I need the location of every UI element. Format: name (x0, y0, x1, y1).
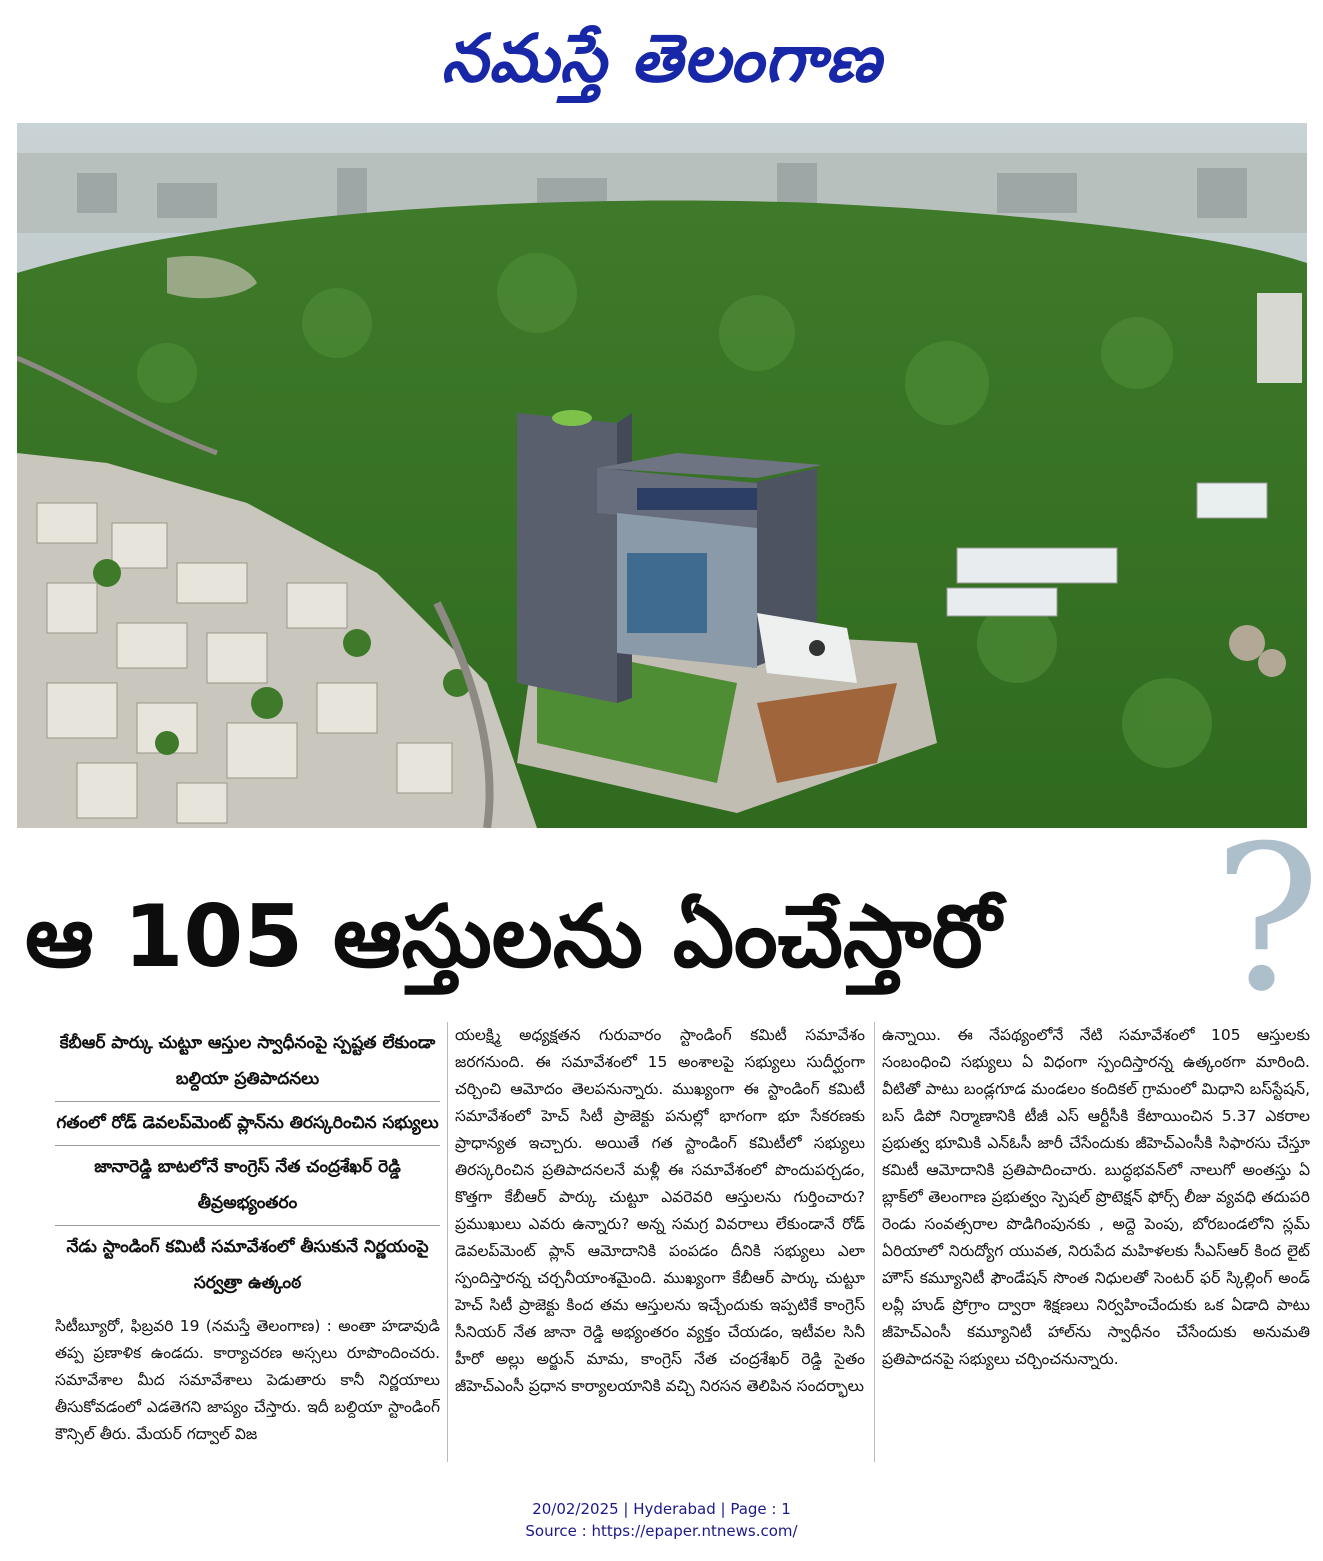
headline: ఆ 105 ఆస్తులను ఏంచేస్తారో (25, 887, 1001, 987)
footer-source-link[interactable]: Source : https://epaper.ntnews.com/ (525, 1522, 798, 1540)
aerial-photo-illustration (17, 123, 1307, 828)
article-body-col2: యలక్ష్మి అధ్యక్షతన గురువారం స్టాండింగ్ కమిటీ సమావేశం జరగనుంది. ఈ సమావేశంలో 15 అంశాలపై సభ్యులు సుదీర్ఘంగా చర్చించి ఆమోదం తెలపనున్నారు. ముఖ్యంగా ఈ స్టాండింగ్ కమిటీ సమావేశంలో హెచ్ సిటీ ప్రాజెక్టు పనుల్లో భాగంగా భూ సేకరణకు ప్రాధాన్యత ఇచ్చారు. అయితే గత స్టాండింగ్ కమిటీలో సభ్యులు తిరస్కరించిన ప్రతిపాదనలనే మళ్లీ ఈ సమావేశంలో పొందుపర్చడం, కొత్తగా కేబీఆర్ పార్కు చుట్టూ ఎవరెవరి ఆస్తులను గుర్తించారు? ప్రముఖులు ఎవరు ఉన్నారు? అన్న సమగ్ర వివరాలు లేకుండానే రోడ్ డెవలప్‌మెంట్ ప్లాన్ ఆమోదానికి పంపడం దీనికి సభ్యులు ఎలా స్పందిస్తారన్న చర్చనీయాంశమైంది. ముఖ్యంగా కేబీఆర్ పార్కు చుట్టూ హెచ్ సిటీ ప్రాజెక్టు కింద తమ ఆస్తులను ఇచ్చేందుకు ఇప్పటికే కాంగ్రెస్ సీనియర్ నేత జానా రెడ్డి అభ్యంతరం వ్యక్తం చేయడం, ఇటీవల సినీ హీరో అల్లు అర్జున్ మామ, కాంగ్రెస్ నేత చంద్రశేఖర్ రెడ్డి సైతం జీహెచ్ఎంసీ ప్రధాన కార్యాలయానికి వచ్చి నిరసన తెలిపిన సందర్భాలు (455, 1026, 865, 1395)
footer-date-line: 20/02/2025 | Hyderabad | Page : 1 (532, 1500, 791, 1518)
column-divider (874, 1022, 875, 1462)
deck-item-1: కేబీఆర్ పార్కు చుట్టూ ఆస్తుల స్వాధీనంపై స్పష్టత లేకుండా బల్దియా ప్రతిపాదనలు (55, 1022, 440, 1102)
article-body-col3: ఉన్నాయి. ఈ నేపథ్యంలోనే నేటి సమావేశంలో 105 ఆస్తులకు సంబంధించి సభ్యులు ఏ విధంగా స్పందిస్తారన్న ఉత్కంఠగా మారింది. వీటితో పాటు బండ్లగూడ మండలం కందికల్ గ్రామంలో మిధాని బస్‌స్టేషన్, బస్ డిపో నిర్మాణానికి టీజీ ఎస్ ఆర్టీసీకి కేటాయించిన 5.37 ఎకరాల ప్రభుత్వ భూమికి ఎన్‌ఓసీ జారీ చేసేందుకు జీహెచ్ఎంసీకి సిఫారసు చేస్తూ కమిటీ ఆమోదానికి ప్రతిపాదించారు. బుద్ధభవన్‌లో నాలుగో అంతస్తు ఏ బ్లాక్‌లో తెలంగాణ ప్రభుత్వం స్పెషల్ ప్రొటెక్షన్ ఫోర్స్ లీజు వ్యవధి తదుపరి రెండు సంవత్సరాల పొడిగింపునకు , అద్దె పెంపు, బోరబండలోని స్లమ్ ఏరియాలో నిరుద్యోగ యువత, నిరుపేద మహిళలకు సీఎస్ఆర్ కింద లైట్ హౌస్ కమ్యూనిటీ ఫౌండేషన్ సొంత నిధులతో సెంటర్ ఫర్ స్కిల్లింగ్ అండ్ లవ్లీ హుడ్ ప్రోగ్రాం ద్వారా శిక్షణలు నిర్వహించేందుకు ఒక ఏడాది పాటు జీహెచ్ఎంసీ కమ్యూనిటీ హాల్‌ను స్వాధీనం చేసేందుకు అనుమతి ప్రతిపాదనపై సభ్యులు చర్చించనున్నారు. (882, 1026, 1310, 1368)
article-column-1 (55, 1022, 440, 1462)
deck-item-2: గతంలో రోడ్ డెవలప్‌మెంట్ ప్లాన్‌ను తిరస్కరించిన సభ్యులు (55, 1102, 440, 1146)
article-column-3 (882, 1022, 1310, 1462)
headline-question-mark: ? (1213, 803, 1321, 1036)
aerial-photo (17, 123, 1307, 828)
deck-item-3: జానారెడ్డి బాటలోనే కాంగ్రెస్ నేత చంద్రశేఖర్ రెడ్డి తీవ్రఅభ్యంతరం (55, 1146, 440, 1226)
article-column-2 (455, 1022, 865, 1462)
article-body-col1: సిటీబ్యూరో, ఫిబ్రవరి 19 (నమస్తే తెలంగాణ) : అంతా హడావుడి తప్ప ప్రణాళిక ఉండదు. కార్యాచరణ అస్సలు రూపొందించరు. సమావేశాల మీద సమావేశాలు పెడుతారు కానీ నిర్ణయాలు తీసుకోవడంలో ఎడతెగని జాప్యం చేస్తారు. ఇదీ బల్దియా స్టాండింగ్ కౌన్సిల్ తీరు. మేయర్ గద్వాల్ విజ (55, 1317, 440, 1443)
deck-item-4: నేడు స్టాండింగ్ కమిటీ సమావేశంలో తీసుకునే నిర్ణయంపై సర్వత్రా ఉత్కంఠ (66, 1237, 429, 1293)
masthead-title: నమస్తే తెలంగాణ (441, 19, 882, 97)
column-divider (447, 1022, 448, 1462)
